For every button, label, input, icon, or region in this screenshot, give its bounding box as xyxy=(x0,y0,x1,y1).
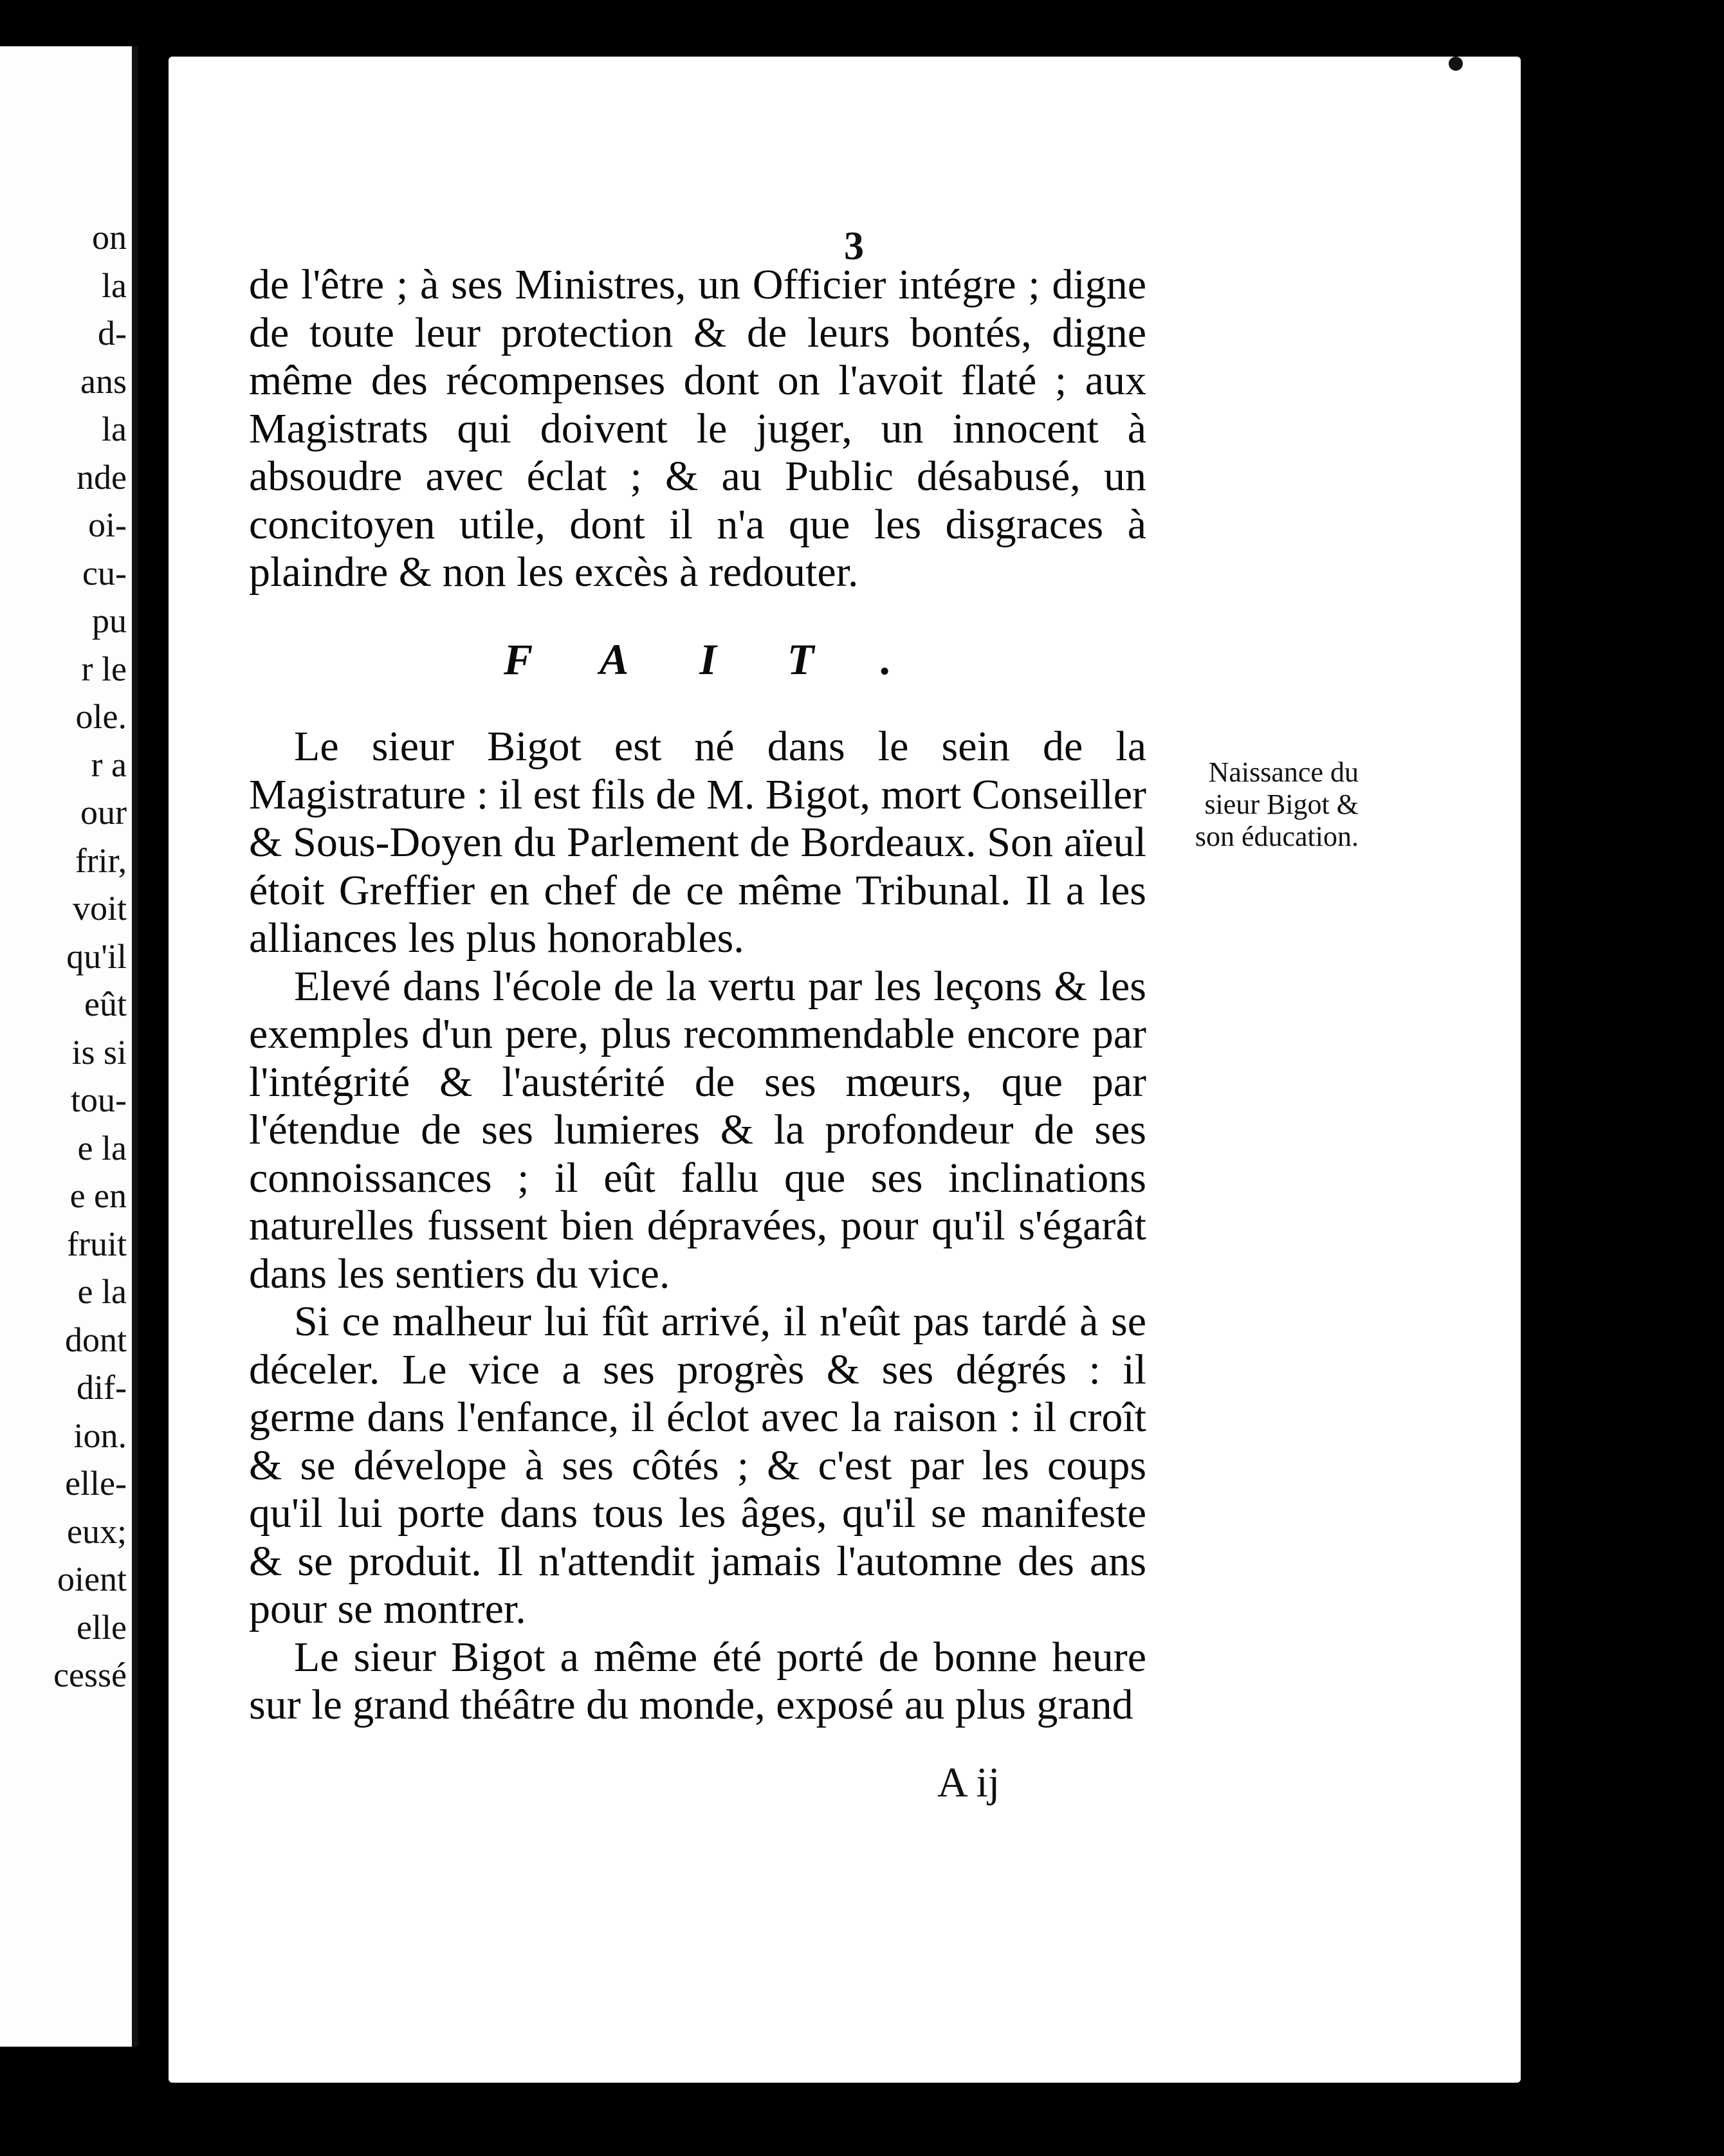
body-text xyxy=(249,261,1146,1730)
left-page-text-fragment: dif- xyxy=(77,1368,127,1407)
left-page-text-fragment: is si xyxy=(71,1032,127,1072)
left-page-text-fragment: nde xyxy=(77,457,127,497)
paragraph-vice: Si ce malheur lui fût arrivé, il n'eût pas tardé à se déceler. Le vice a ses progrès & ses dégrés : il germe dans l'enfance, il éclot avec la raison : il croît & se dévelope à ses côtés ; & c'est par les coups qu'il lui porte dans tous les âges, qu'il se manifeste & se produit. Il n'attendit jamais l'automne des ans pour se montrer. xyxy=(249,1298,1146,1632)
left-page-text-fragment: elle xyxy=(77,1607,127,1647)
left-page-text-fragment: dont xyxy=(64,1320,127,1359)
paragraph-education: Elevé dans l'école de la vertu par les leçons & les exemples d'un pere, plus recommendable encore par l'intégrité & l'austérité de ses mœurs, que par l'étendue de ses lumieres & la profondeur de ses connoissances ; il eût fallu que ses inclinations naturelles fussent bien dépravées, pour qu'il s'égarât dans les sentiers du vice. xyxy=(249,962,1146,1297)
left-page-text-fragment: voit xyxy=(72,889,127,927)
left-page-text-fragment: ole. xyxy=(75,697,127,736)
left-page-text-fragment: r a xyxy=(91,745,127,784)
left-page-text-fragment: eux; xyxy=(67,1512,127,1551)
left-page-text-fragment: elle- xyxy=(65,1464,127,1503)
left-page-text-fragment: la xyxy=(102,266,127,305)
ink-spot xyxy=(1449,57,1463,71)
left-page-text-fragment: cessé xyxy=(53,1656,127,1694)
margin-note-line: Naissance du xyxy=(1208,756,1359,788)
left-page-text-fragment: e la xyxy=(77,1272,127,1311)
left-page-text-fragment: on xyxy=(92,218,127,257)
margin-note xyxy=(1166,756,1359,853)
left-page-text-fragment: e en xyxy=(69,1176,127,1215)
left-page-text-fragment: fruit xyxy=(67,1224,127,1263)
left-page-text-fragment: our xyxy=(80,793,127,832)
left-page-text-fragment: pu xyxy=(92,601,127,640)
left-page-text-fragment: frir, xyxy=(75,841,127,880)
margin-note-line: sieur Bigot & xyxy=(1204,789,1359,820)
document-page xyxy=(169,57,1521,2083)
left-page-text-fragment: d- xyxy=(98,314,127,352)
left-page-text-fragment: e la xyxy=(77,1128,127,1167)
page-number: 3 xyxy=(844,224,864,268)
paragraph-birth: Le sieur Bigot est né dans le sein de la Magistrature : il est fils de M. Bigot, mort Conseiller & Sous-Doyen du Parlement de Bordeaux. Son aïeul étoit Greffier en chef de ce même Tribunal. Il a les alliances les plus honorables. xyxy=(249,723,1146,962)
opening-paragraph: de l'être ; à ses Ministres, un Officier intégre ; digne de toute leur protection & de leurs bontés, digne même des récompenses dont on l'avoit flaté ; aux Magistrats qui doivent le juger, un innocent à absoudre avec éclat ; & au Public désabusé, un concitoyen utile, dont il n'a que les disgraces à plaindre & non les excès à redouter. xyxy=(249,261,1146,596)
signature-mark: A ij xyxy=(937,1759,1000,1806)
left-page-text-fragment: cu- xyxy=(82,553,127,592)
left-page-text-fragment: tou- xyxy=(71,1081,127,1119)
left-facing-page xyxy=(0,46,138,2047)
left-page-text-fragment: r le xyxy=(81,649,127,688)
margin-note-line: son éducation. xyxy=(1195,821,1359,852)
left-page-text-fragment: la xyxy=(102,410,127,448)
section-heading: FAIT. xyxy=(503,634,963,684)
left-page-text-fragment: eût xyxy=(84,985,127,1023)
left-page-text-fragment: ion. xyxy=(73,1416,127,1455)
left-page-text-fragment: oi- xyxy=(88,506,127,544)
left-page-text-fragment: qu'il xyxy=(66,936,127,976)
left-page-text-fragment: oient xyxy=(57,1560,127,1598)
paragraph-theatre: Le sieur Bigot a même été porté de bonne heure sur le grand théâtre du monde, exposé au plus grand xyxy=(249,1633,1146,1728)
left-page-text-fragment: ans xyxy=(80,361,127,401)
